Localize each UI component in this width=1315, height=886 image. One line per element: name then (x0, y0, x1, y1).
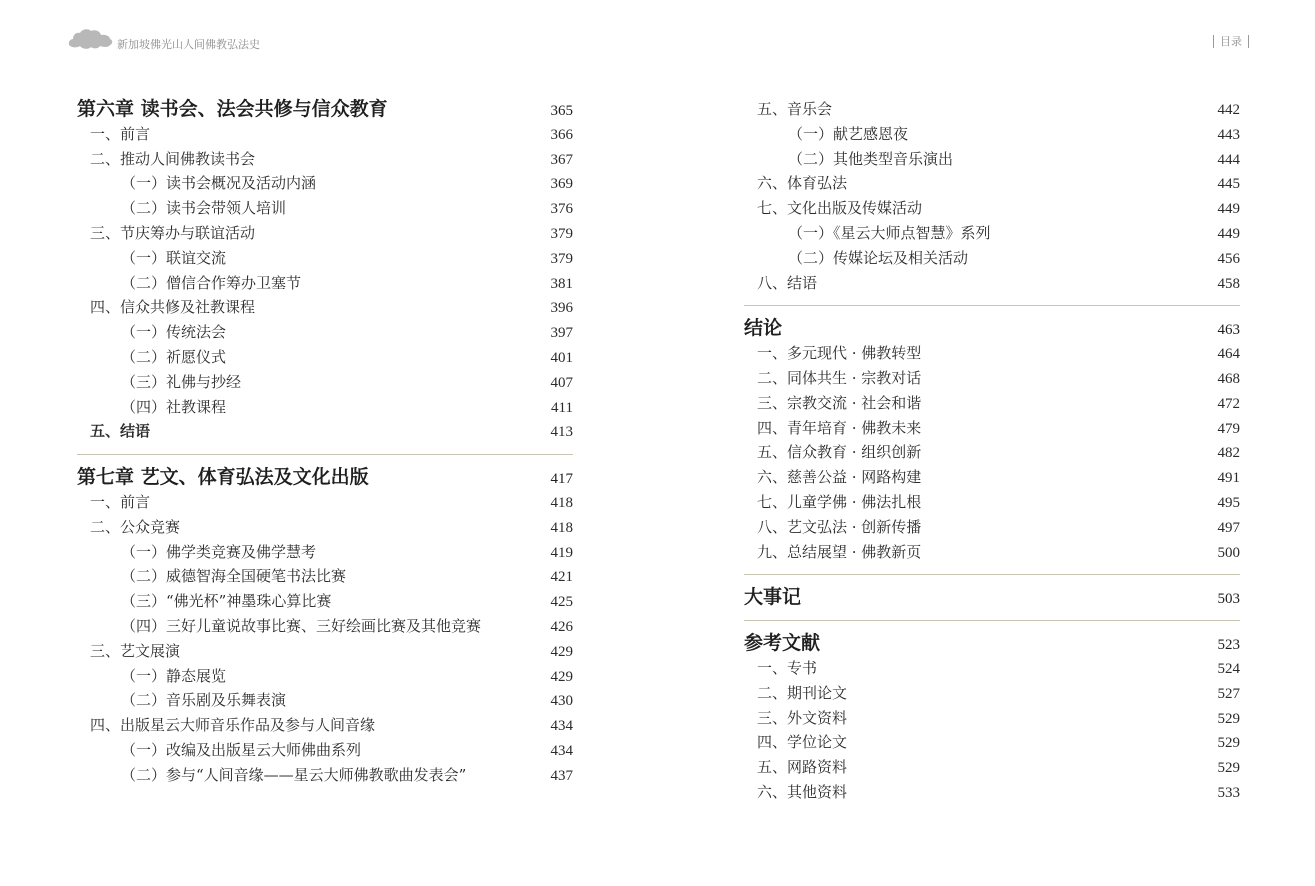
page-number: 523 (1217, 637, 1240, 654)
page-number: 367 (550, 151, 573, 168)
page-number: 425 (550, 594, 573, 611)
toc-entry (744, 780, 1240, 805)
page-number: 464 (1217, 346, 1240, 363)
entry-title: 八、艺文弘法 · 创新传播 (757, 517, 922, 536)
entry-title: 六、体育弘法 (757, 174, 848, 193)
entry-title: （一）静态展览 (121, 666, 227, 685)
chapter-heading (77, 97, 573, 122)
toc-section (77, 97, 573, 444)
entry-title: （二）传媒论坛及相关活动 (788, 248, 969, 267)
toc-entry (77, 395, 573, 420)
entry-title: （四）三好儿童说故事比赛、三好绘画比赛及其他竞赛 (121, 616, 482, 635)
toc-entry (744, 515, 1240, 540)
toc-entry (744, 221, 1240, 246)
toc-entry (744, 271, 1240, 296)
entry-title: 六、慈善公益 · 网路构建 (757, 468, 922, 487)
page-number: 434 (550, 718, 573, 735)
toc-section (744, 631, 1240, 805)
book-title: 新加坡佛光山人间佛教弘法史 (117, 38, 260, 51)
page-number: 495 (1217, 494, 1240, 511)
entry-title: 四、信众共修及社教课程 (90, 298, 256, 317)
page-number: 418 (550, 494, 573, 511)
toc-section (744, 316, 1240, 564)
toc-entry (744, 391, 1240, 416)
entry-title: 九、总结展望 · 佛教新页 (757, 542, 922, 561)
toc-entry (744, 681, 1240, 706)
entry-title: （二）祈愿仪式 (121, 347, 227, 366)
toc-section (744, 97, 1240, 295)
entry-title: （一）传统法会 (121, 323, 227, 342)
toc-section (77, 465, 573, 787)
entry-title: 一、专书 (757, 658, 818, 677)
toc-entry (77, 345, 573, 370)
entry-title: 七、文化出版及传媒活动 (757, 199, 923, 218)
toc-entry (744, 196, 1240, 221)
page-number: 472 (1217, 395, 1240, 412)
toc-entry (744, 730, 1240, 755)
toc-section (744, 585, 1240, 610)
page-number: 456 (1217, 250, 1240, 267)
toc-entry (744, 490, 1240, 515)
toc-entry (744, 122, 1240, 147)
section-divider (744, 620, 1240, 621)
page-number: 429 (550, 643, 573, 660)
toc-entry (77, 713, 573, 738)
section-divider (744, 305, 1240, 306)
entry-title: （三）礼佛与抄经 (121, 372, 242, 391)
toc-entry (744, 755, 1240, 780)
toc-entry (77, 171, 573, 196)
entry-title: 二、同体共生 · 宗教对话 (757, 368, 922, 387)
toc-entry (744, 656, 1240, 681)
entry-title: 四、学位论文 (757, 733, 848, 752)
page-number: 444 (1217, 151, 1240, 168)
page-number: 419 (550, 544, 573, 561)
toc-entry (77, 639, 573, 664)
page-number: 396 (550, 300, 573, 317)
page-number: 376 (550, 201, 573, 218)
page-number: 500 (1217, 544, 1240, 561)
entry-title: 二、公众竞赛 (90, 517, 181, 536)
entry-title: 三、宗教交流 · 社会和谐 (757, 393, 922, 412)
toc-entry (744, 97, 1240, 122)
entry-title: （二）威德智海全国硬笔书法比赛 (121, 567, 347, 586)
page-number: 417 (550, 471, 573, 488)
page-number: 458 (1217, 275, 1240, 292)
entry-title: 五、网路资料 (757, 758, 848, 777)
page-number: 437 (550, 767, 573, 784)
page-number: 497 (1217, 519, 1240, 536)
toc-left-column (77, 97, 573, 788)
page-number: 491 (1217, 470, 1240, 487)
page-number: 479 (1217, 420, 1240, 437)
toc-entry (744, 465, 1240, 490)
page-number: 426 (550, 618, 573, 635)
page-number: 442 (1217, 102, 1240, 118)
page-number: 529 (1217, 735, 1240, 752)
section-label: 目录 (1213, 35, 1249, 48)
chapter-title: 结论 (744, 317, 783, 340)
chapter-title: 第七章 艺文、体育弘法及文化出版 (77, 466, 369, 489)
entry-title: （二）僧信合作筹办卫塞节 (121, 273, 302, 292)
entry-title: （二）参与“人间音缘——星云大师佛教歌曲发表会” (121, 765, 467, 784)
page-number: 418 (550, 519, 573, 536)
page-number: 443 (1217, 126, 1240, 143)
entry-title: 三、外文资料 (757, 708, 848, 727)
toc-entry (77, 540, 573, 565)
page-number: 524 (1217, 660, 1240, 677)
chapter-heading (77, 465, 573, 490)
entry-title: （四）社教课程 (121, 397, 227, 416)
page-number: 421 (550, 569, 573, 586)
entry-title: 八、结语 (757, 273, 818, 292)
page-number: 533 (1217, 784, 1240, 801)
entry-title: 三、艺文展演 (90, 641, 181, 660)
page-number: 369 (550, 176, 573, 193)
entry-title: （一）改编及出版星云大师佛曲系列 (121, 740, 362, 759)
toc-entry (77, 589, 573, 614)
chapter-heading (744, 631, 1240, 656)
chapter-heading (744, 585, 1240, 610)
section-divider (77, 454, 573, 455)
toc-entry (77, 320, 573, 345)
entry-title: （一）《星云大师点智慧》系列 (788, 223, 991, 242)
page-number: 430 (550, 693, 573, 710)
page-number: 397 (550, 325, 573, 342)
entry-title: 一、多元现代 · 佛教转型 (757, 344, 922, 363)
toc-entry (77, 738, 573, 763)
page-number: 365 (550, 103, 573, 119)
entry-title: 五、结语 (90, 422, 151, 441)
toc-entry (77, 271, 573, 296)
page-number: 407 (550, 374, 573, 391)
entry-title: 七、儿童学佛 · 佛法扎根 (757, 492, 922, 511)
entry-title: 二、推动人间佛教读书会 (90, 149, 256, 168)
page-number: 434 (550, 742, 573, 759)
entry-title: 一、前言 (90, 124, 151, 143)
entry-title: 六、其他资料 (757, 782, 848, 801)
page-number: 413 (550, 424, 573, 441)
page-number: 379 (550, 250, 573, 267)
entry-title: （二）其他类型音乐演出 (788, 149, 954, 168)
entry-title: （一）佛学类竞赛及佛学慧考 (121, 542, 317, 561)
page-header (0, 0, 1315, 70)
entry-title: 四、出版星云大师音乐作品及参与人间音缘 (90, 716, 376, 735)
page-number: 366 (550, 126, 573, 143)
toc-entry (77, 295, 573, 320)
toc-entry (744, 171, 1240, 196)
toc-entry (744, 246, 1240, 271)
toc-entry (744, 540, 1240, 565)
entry-title: （一）献艺感恩夜 (788, 124, 909, 143)
chapter-heading (744, 316, 1240, 341)
toc-entry (77, 221, 573, 246)
toc-entry (77, 564, 573, 589)
toc-entry (77, 515, 573, 540)
toc-entry (744, 341, 1240, 366)
toc-entry (77, 490, 573, 515)
toc-entry (744, 366, 1240, 391)
entry-title: 四、青年培育 · 佛教未来 (757, 418, 922, 437)
toc-entry (77, 688, 573, 713)
page-number: 445 (1217, 176, 1240, 193)
page-number: 529 (1217, 760, 1240, 777)
toc-entry (77, 147, 573, 172)
page-number: 379 (550, 225, 573, 242)
page-number: 449 (1217, 225, 1240, 242)
page-number: 527 (1217, 685, 1240, 702)
entry-title: （一）联谊交流 (121, 248, 227, 267)
toc-entry (77, 370, 573, 395)
entry-title: 五、信众教育 · 组织创新 (757, 443, 922, 462)
chapter-title: 第六章 读书会、法会共修与信众教育 (77, 98, 388, 120)
page-number: 411 (551, 399, 573, 416)
chapter-title: 参考文献 (744, 632, 821, 655)
entry-title: 一、前言 (90, 492, 151, 511)
toc-entry (77, 614, 573, 639)
entry-title: 五、音乐会 (757, 100, 833, 118)
entry-title: 三、节庆筹办与联谊活动 (90, 223, 256, 242)
toc-entry (77, 196, 573, 221)
island-map-icon (67, 27, 113, 51)
toc-entry (77, 246, 573, 271)
toc-entry (744, 440, 1240, 465)
toc-entry (744, 706, 1240, 731)
toc-entry (77, 763, 573, 788)
page-number: 529 (1217, 710, 1240, 727)
chapter-title: 大事记 (744, 586, 802, 609)
page-number: 381 (550, 275, 573, 292)
page-number: 463 (1217, 322, 1240, 339)
section-divider (744, 574, 1240, 575)
entry-title: （一）读书会概况及活动内涵 (121, 174, 317, 193)
toc-entry (77, 664, 573, 689)
page-number: 449 (1217, 201, 1240, 218)
page-number: 482 (1217, 445, 1240, 462)
entry-title: （三）“佛光杯”神墨珠心算比赛 (121, 592, 332, 611)
page-number: 503 (1217, 591, 1240, 608)
page-number: 401 (550, 349, 573, 366)
toc-entry (77, 122, 573, 147)
toc-entry (744, 416, 1240, 441)
entry-title: （二）音乐剧及乐舞表演 (121, 691, 287, 710)
entry-title: 二、期刊论文 (757, 683, 848, 702)
toc-entry (77, 419, 573, 444)
page-number: 468 (1217, 370, 1240, 387)
toc-entry (744, 147, 1240, 172)
toc-right-column (744, 97, 1240, 805)
entry-title: （二）读书会带领人培训 (121, 199, 287, 218)
page-number: 429 (550, 668, 573, 685)
